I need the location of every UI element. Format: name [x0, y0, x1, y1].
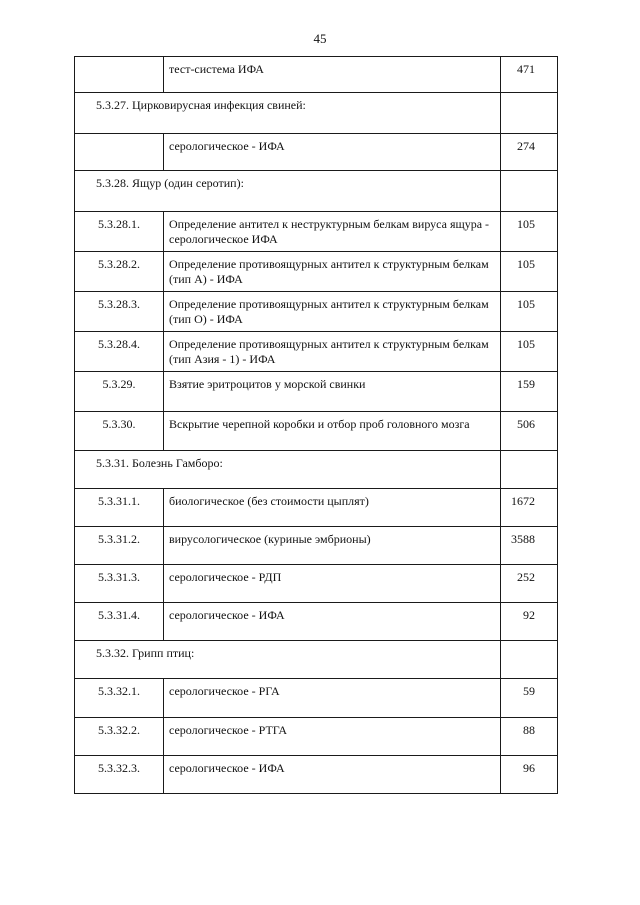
- code-cell: 5.3.30.: [75, 412, 164, 451]
- price-cell: 59: [501, 679, 558, 718]
- table-row: [75, 372, 558, 412]
- table-row: [75, 134, 558, 171]
- table-row: [75, 412, 558, 451]
- table-row: [75, 252, 558, 292]
- section-row: [75, 641, 558, 679]
- description-cell: серологическое - РДП: [164, 565, 501, 603]
- section-row: [75, 171, 558, 212]
- description-cell: серологическое - ИФА: [164, 134, 501, 171]
- table-row: [75, 292, 558, 332]
- price-cell: 96: [501, 756, 558, 794]
- description-cell: вирусологическое (куриные эмбрионы): [164, 527, 501, 565]
- price-cell: 506: [501, 412, 558, 451]
- description-cell: Взятие эритроцитов у морской свинки: [164, 372, 501, 412]
- table-row: [75, 527, 558, 565]
- code-cell: 5.3.31.3.: [75, 565, 164, 603]
- price-cell-empty: [501, 641, 558, 679]
- price-cell: 471: [501, 57, 558, 93]
- description-cell: серологическое - ИФА: [164, 756, 501, 794]
- code-cell: 5.3.28.2.: [75, 252, 164, 292]
- description-cell: тест-система ИФА: [164, 57, 501, 93]
- description-cell: серологическое - РГА: [164, 679, 501, 718]
- table-row: [75, 332, 558, 372]
- table-row: [75, 489, 558, 527]
- description-cell: Определение противоящурных антител к структурным белкам (тип О) - ИФА: [164, 292, 501, 332]
- description-cell: Определение противоящурных антител к структурным белкам (тип А) - ИФА: [164, 252, 501, 292]
- description-cell: серологическое - РТГА: [164, 718, 501, 756]
- section-title: 5.3.32. Грипп птиц:: [75, 641, 501, 679]
- code-cell: 5.3.31.4.: [75, 603, 164, 641]
- price-cell: 274: [501, 134, 558, 171]
- price-cell-empty: [501, 451, 558, 489]
- price-cell: 105: [501, 292, 558, 332]
- description-cell: Вскрытие черепной коробки и отбор проб головного мозга: [164, 412, 501, 451]
- code-cell: 5.3.31.1.: [75, 489, 164, 527]
- code-cell: [75, 134, 164, 171]
- description-cell: Определение противоящурных антител к структурным белкам (тип Азия - 1) - ИФА: [164, 332, 501, 372]
- price-cell: 1672: [501, 489, 558, 527]
- page-number: 45: [313, 31, 327, 46]
- code-cell: [75, 57, 164, 93]
- description-cell: биологическое (без стоимости цыплят): [164, 489, 501, 527]
- price-cell: 105: [501, 212, 558, 252]
- code-cell: 5.3.28.4.: [75, 332, 164, 372]
- section-row: [75, 93, 558, 134]
- price-cell: 92: [501, 603, 558, 641]
- price-cell: 105: [501, 252, 558, 292]
- table-row: [75, 756, 558, 794]
- section-row: [75, 451, 558, 489]
- price-cell: 3588: [501, 527, 558, 565]
- price-cell-empty: [501, 171, 558, 212]
- code-cell: 5.3.28.1.: [75, 212, 164, 252]
- table-body: [75, 57, 558, 794]
- description-cell: Определение антител к неструктурным белкам вируса ящура - серологическое ИФА: [164, 212, 501, 252]
- price-cell: 88: [501, 718, 558, 756]
- price-cell: 159: [501, 372, 558, 412]
- code-cell: 5.3.32.2.: [75, 718, 164, 756]
- table-row: [75, 603, 558, 641]
- table-row: [75, 212, 558, 252]
- code-cell: 5.3.32.3.: [75, 756, 164, 794]
- price-cell: 105: [501, 332, 558, 372]
- table-row: [75, 57, 558, 93]
- section-title: 5.3.31. Болезнь Гамборо:: [75, 451, 501, 489]
- code-cell: 5.3.31.2.: [75, 527, 164, 565]
- code-cell: 5.3.28.3.: [75, 292, 164, 332]
- table-row: [75, 718, 558, 756]
- table-row: [75, 565, 558, 603]
- price-cell: 252: [501, 565, 558, 603]
- code-cell: 5.3.29.: [75, 372, 164, 412]
- table-row: [75, 679, 558, 718]
- section-title: 5.3.27. Цирковирусная инфекция свиней:: [75, 93, 501, 134]
- description-cell: серологическое - ИФА: [164, 603, 501, 641]
- price-cell-empty: [501, 93, 558, 134]
- price-table: [74, 56, 558, 794]
- section-title: 5.3.28. Ящур (один серотип):: [75, 171, 501, 212]
- code-cell: 5.3.32.1.: [75, 679, 164, 718]
